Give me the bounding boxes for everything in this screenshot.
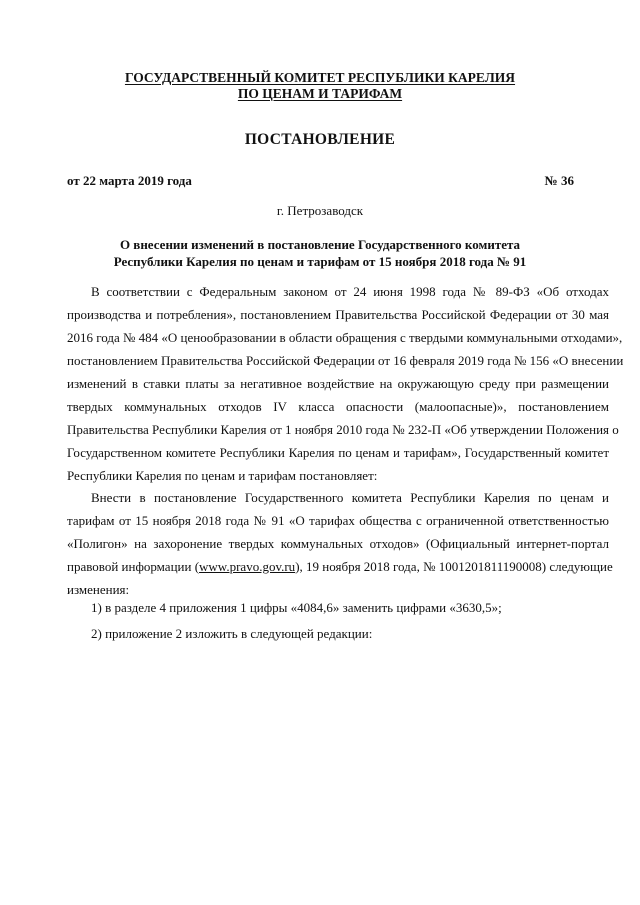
paragraph-line: изменений в ставки платы за негативное воздействие на окружающую среду при размещении [67,376,609,391]
pravo-link[interactable]: www.pravo.gov.ru [199,559,296,574]
paragraph-line: Государственном комитете Республики Карелия по ценам и тарифам», Государственный комитет [67,445,609,460]
text-fragment: правовой информации ( [67,559,200,574]
document-type: ПОСТАНОВЛЕНИЕ [244,131,396,148]
text-fragment: ), 19 ноября 2018 года, № 1001201811190008) следующие [295,559,613,574]
agency-name [0,70,640,102]
subject-line-2: Республики Карелия по ценам и тарифам от 15 ноября 2018 года № 91 [113,254,527,269]
subject-line-1: О внесении изменений в постановление Государственного комитета [119,237,521,252]
paragraph-line: Республики Карелия по ценам и тарифам постановляет: [67,468,378,483]
document-city: г. Петрозаводск [276,203,364,218]
paragraph-line: твердых коммунальных отходов IV класса опасности (малоопасные)», постановлением [67,399,609,414]
paragraph-resolution [67,486,613,601]
agency-line-2: ПО ЦЕНАМ И ТАРИФАМ [237,86,403,101]
paragraph-preamble [67,280,624,487]
document-number: № 36 [544,173,574,188]
paragraph-line: Правительства Республики Карелия от 1 ноября 2010 года № 232-П «Об утверждении Положения о [67,422,619,437]
amendment-item-2: 2) приложение 2 изложить в следующей редакции: [91,626,373,641]
paragraph-line: изменения: [67,582,130,597]
agency-line-1: ГОСУДАРСТВЕННЫЙ КОМИТЕТ РЕСПУБЛИКИ КАРЕЛИЯ [124,70,516,85]
paragraph-line: производства и потребления», постановлением Правительства Российской Федерации от 30 мая [67,307,609,322]
paragraph-line: постановлением Правительства Российской Федерации от 16 февраля 2019 года № 156 «О внесении [67,353,624,368]
document-subject [0,236,640,270]
paragraph-line: «Полигон» на захоронение твердых коммунальных отходов» (Официальный интернет-портал [67,536,609,551]
amendment-item-1: 1) в разделе 4 приложения 1 цифры «4084,6» заменить цифрами «3630,5»; [91,600,502,615]
paragraph-line: Внести в постановление Государственного комитета Республики Карелия по ценам и [91,490,609,505]
document-date: от 22 марта 2019 года [67,173,192,188]
paragraph-line: В соответствии с Федеральным законом от 24 июня 1998 года № 89-ФЗ «Об отходах [91,284,609,299]
paragraph-line: тарифам от 15 ноября 2018 года № 91 «О тарифах общества с ограниченной ответственностью [67,513,609,528]
paragraph-line [67,555,613,578]
paragraph-line: 2016 года № 484 «О ценообразовании в области обращения с твердыми коммунальными отходами», [67,330,623,345]
